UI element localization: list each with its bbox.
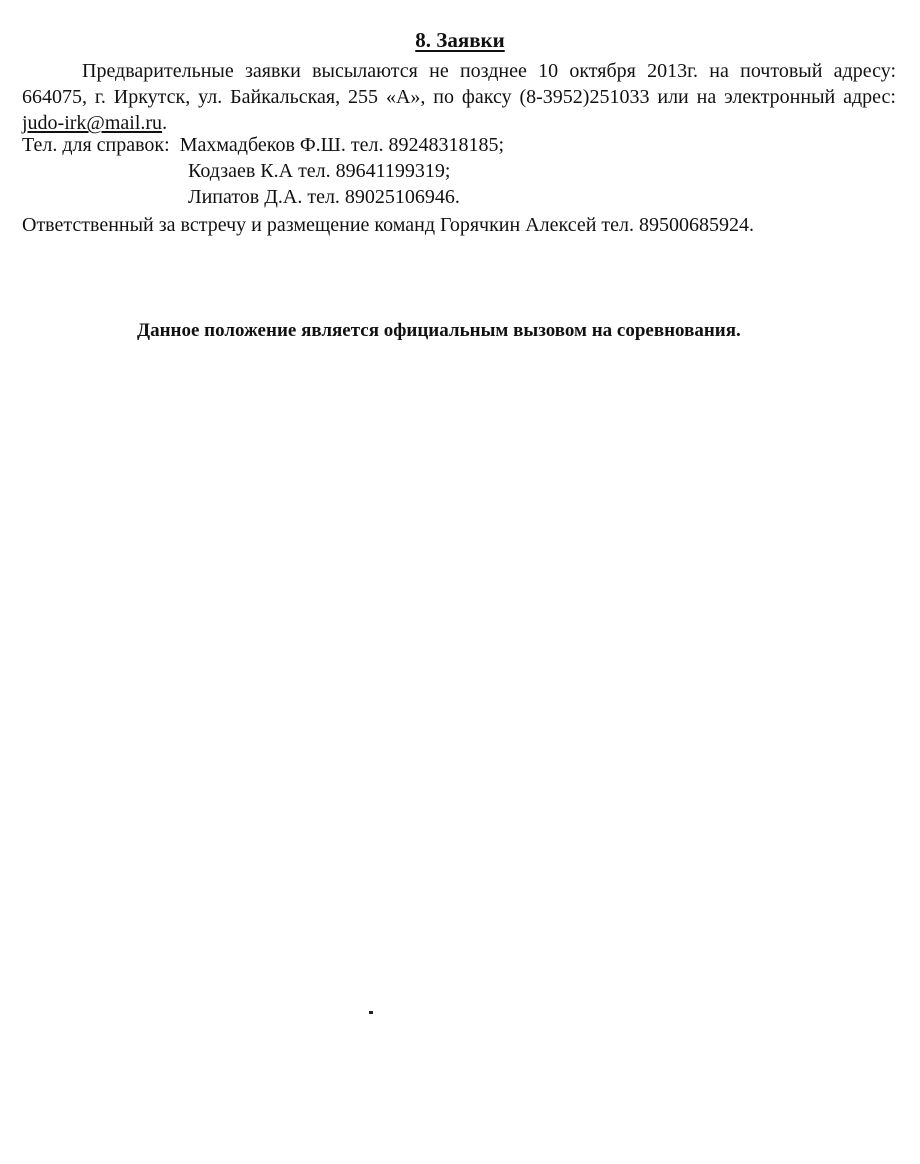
responsible-person-line: Ответственный за встречу и размещение команд Горячкин Алексей тел. 89500685924. [22, 214, 755, 236]
contact-person: Липатов Д.А. тел. 89025106946. [188, 186, 460, 208]
applications-paragraph [22, 58, 896, 136]
contacts-label: Тел. для справок: [22, 134, 170, 156]
applications-period: . [162, 112, 168, 134]
scan-speck [369, 1011, 373, 1014]
contact-row [22, 184, 896, 210]
contact-row [22, 158, 896, 184]
section-heading: 8. Заявки [415, 28, 505, 52]
contact-person: Махмадбеков Ф.Ш. тел. 89248318185; [179, 134, 505, 156]
contact-row [22, 132, 896, 158]
official-notice: Данное положение является официальным вызовом на соревнования. [137, 320, 741, 341]
contact-person: Кодзаев К.А тел. 89641199319; [188, 160, 451, 182]
email-link[interactable]: judo-irk@mail.ru [22, 112, 163, 134]
contacts-block [22, 132, 896, 210]
applications-text: Предварительные заявки высылаются не позднее 10 октября 2013г. на почтовый адресу: 664075, г. Иркутск, ул. Байкальская, 255 «А», по факсу (8-3952)251033 или на электронный адрес: [22, 60, 896, 108]
